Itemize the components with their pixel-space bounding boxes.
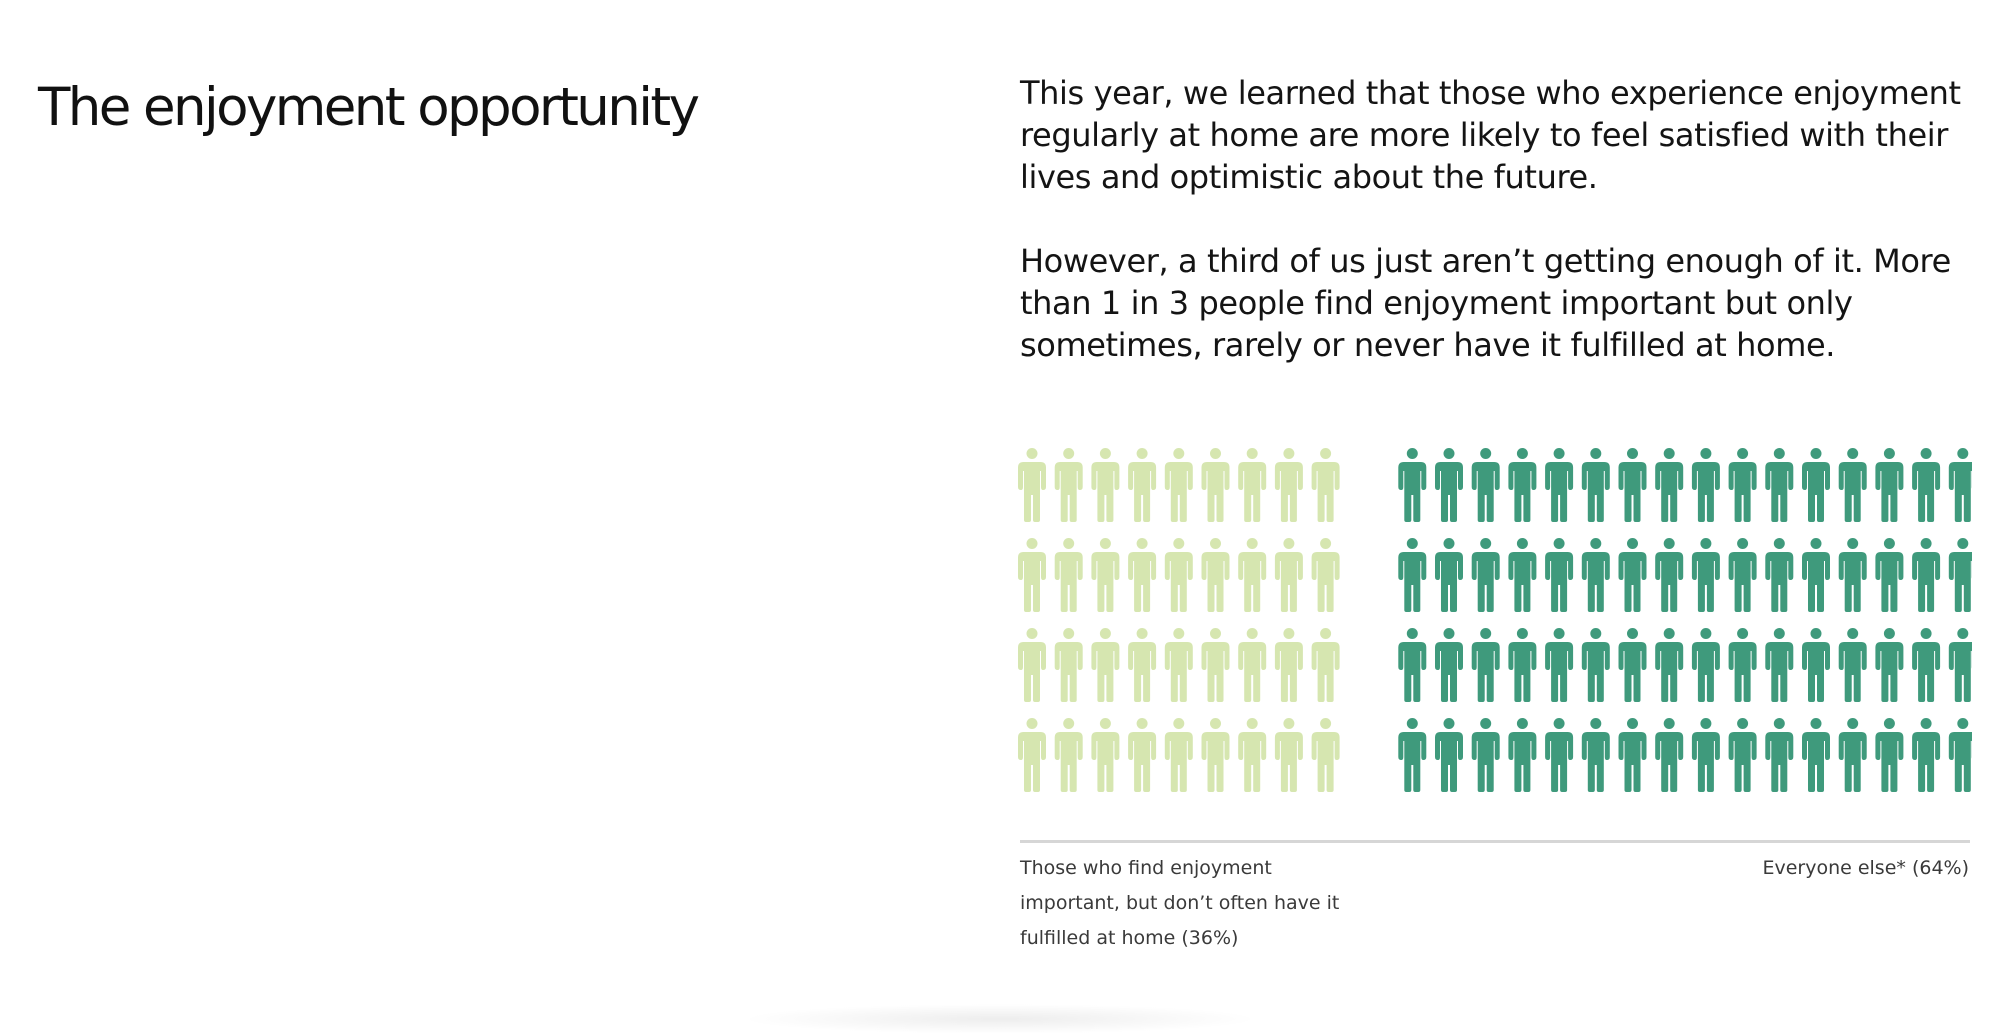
person-icon [1545,628,1573,702]
person-icon [1472,718,1500,792]
person-icon [1312,448,1340,522]
person-icon [1275,718,1303,792]
person-icon [1508,718,1536,792]
person-icon [1545,448,1573,522]
intro-text [1020,72,1980,408]
person-icon [1435,718,1463,792]
person-icon [1398,628,1426,702]
person-icon [1729,538,1757,612]
person-icon [1545,538,1573,612]
legend-label-group-2: Everyone else* (64%) [1762,857,1969,879]
person-icon [1435,448,1463,522]
person-icon [1508,448,1536,522]
person-icon [1912,718,1940,792]
person-icon [1238,538,1266,612]
person-icon [1655,538,1683,612]
person-icon [1472,448,1500,522]
person-icon [1312,538,1340,612]
person-icon [1018,718,1046,792]
person-icon [1312,718,1340,792]
person-icon [1275,538,1303,612]
person-icon [1055,538,1083,612]
person-icon [1508,628,1536,702]
person-icon [1619,538,1647,612]
person-icon [1508,538,1536,612]
person-icon [1018,628,1046,702]
person-icon [1202,448,1230,522]
person-icon [1912,538,1940,612]
bottom-shadow [740,1004,1260,1034]
person-icon [1839,538,1867,612]
person-icon [1765,628,1793,702]
person-icon [1582,448,1610,522]
person-icon [1692,628,1720,702]
person-icon [1692,538,1720,612]
person-icon [1165,448,1193,522]
person-icon [1839,448,1867,522]
chart-baseline [1020,840,1970,843]
person-icon [1202,538,1230,612]
person-icon [1091,538,1119,612]
person-icon [1839,628,1867,702]
person-icon [1692,718,1720,792]
person-icon [1275,628,1303,702]
person-icon [1765,448,1793,522]
person-icon [1729,628,1757,702]
person-icon [1275,448,1303,522]
person-icon [1655,628,1683,702]
person-icon [1545,718,1573,792]
person-icon [1949,538,1972,612]
person-icon [1875,628,1903,702]
person-icon [1128,538,1156,612]
legend-label-group-1: Those who find enjoyment important, but don’t often have it fulfilled at home (36%) [1020,857,1340,949]
person-icon [1018,538,1046,612]
person-icon [1875,538,1903,612]
person-icon [1619,448,1647,522]
person-icon [1472,628,1500,702]
person-icon [1655,448,1683,522]
person-icon [1839,718,1867,792]
person-icon [1729,448,1757,522]
person-icon [1765,718,1793,792]
person-icon [1802,628,1830,702]
person-icon [1055,628,1083,702]
person-icon [1055,718,1083,792]
person-icon [1238,628,1266,702]
person-icon [1802,718,1830,792]
person-icon [1202,718,1230,792]
person-icon [1912,628,1940,702]
person-icon [1472,538,1500,612]
person-icon [1128,448,1156,522]
person-icon [1435,628,1463,702]
person-icon [1202,628,1230,702]
person-icon [1398,538,1426,612]
person-icon [1619,628,1647,702]
person-icon [1912,448,1940,522]
person-icon [1165,538,1193,612]
person-icon [1055,448,1083,522]
person-icon [1875,448,1903,522]
person-icon [1128,718,1156,792]
person-icon [1949,628,1972,702]
person-icon [1949,448,1972,522]
person-icon [1729,718,1757,792]
person-icon [1619,718,1647,792]
person-icon [1875,718,1903,792]
person-icon [1802,538,1830,612]
pictogram-svg [1018,448,1972,803]
person-icon [1692,448,1720,522]
person-icon [1802,448,1830,522]
intro-paragraph-2: However, a third of us just aren’t getting enough of it. More than 1 in 3 people find enjoyment important but only sometimes, rarely or never have it fulfilled at home. [1020,242,1951,364]
pictogram-group-1 [1018,448,1340,792]
intro-paragraph-1: This year, we learned that those who experience enjoyment regularly at home are more likely to feel satisfied with their lives and optimistic about the future. [1020,74,1961,196]
person-icon [1398,448,1426,522]
page-title: The enjoyment opportunity [38,77,698,138]
person-icon [1582,538,1610,612]
person-icon [1398,718,1426,792]
person-icon [1949,718,1972,792]
person-icon [1165,718,1193,792]
pictogram-group-2 [1398,448,1972,792]
person-icon [1238,718,1266,792]
person-icon [1091,718,1119,792]
person-icon [1091,448,1119,522]
pictogram-chart [1018,448,1972,803]
person-icon [1765,538,1793,612]
person-icon [1312,628,1340,702]
person-icon [1582,628,1610,702]
person-icon [1582,718,1610,792]
person-icon [1018,448,1046,522]
person-icon [1435,538,1463,612]
person-icon [1091,628,1119,702]
person-icon [1165,628,1193,702]
person-icon [1655,718,1683,792]
person-icon [1238,448,1266,522]
person-icon [1128,628,1156,702]
